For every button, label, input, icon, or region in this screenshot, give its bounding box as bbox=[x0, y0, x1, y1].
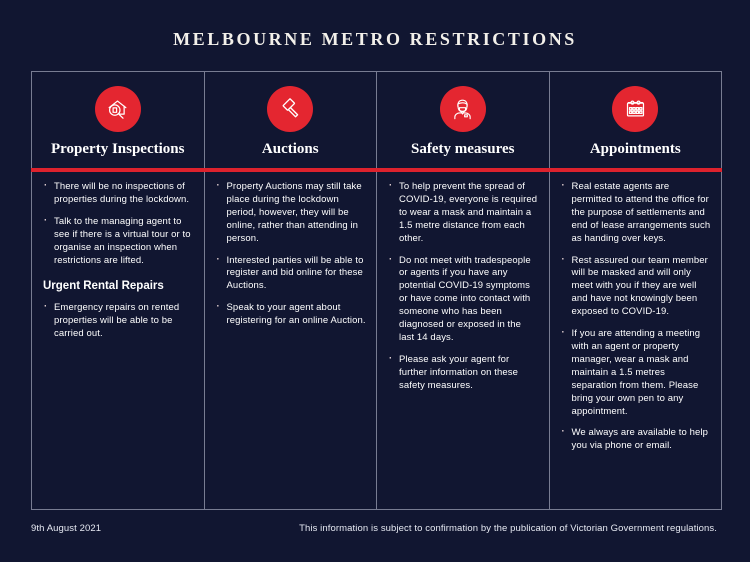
gavel-icon bbox=[267, 86, 313, 132]
house-search-icon bbox=[95, 86, 141, 132]
column-header bbox=[32, 72, 204, 169]
calendar-icon bbox=[612, 86, 658, 132]
column-title: Appointments bbox=[589, 141, 681, 157]
column-title: Auctions bbox=[261, 141, 319, 157]
restriction-column bbox=[550, 72, 722, 509]
column-header bbox=[550, 72, 722, 169]
footer-disclaimer: This information is subject to confirmation by the publication of Victorian Government regulations. bbox=[299, 523, 717, 534]
red-divider bbox=[31, 168, 722, 172]
bullet-list bbox=[43, 181, 194, 267]
footer-date: 9th August 2021 bbox=[31, 523, 102, 534]
bullet-item: · Rest assured our team member will be masked and will only meet with you if they are well and have not knowingly been exposed to COVID-19. bbox=[561, 255, 712, 320]
bullet-item: · Real estate agents are permitted to attend the office for the purpose of settlements and end of lease arrangements such as handing over keys. bbox=[561, 181, 712, 246]
bullet-item: · Talk to the managing agent to see if there is a virtual tour or to organise an inspection when restrictions are lifted. bbox=[43, 216, 194, 268]
bullet-item: · Please ask your agent for further information on these safety measures. bbox=[388, 354, 539, 393]
bullet-item: · Property Auctions may still take place during the lockdown period, however, they will be online, rather than attending in person. bbox=[216, 181, 367, 246]
subheading: Urgent Rental Repairs bbox=[43, 280, 164, 293]
bullet-item: · Speak to your agent about registering for an online Auction. bbox=[216, 302, 367, 328]
bullet-item: · Do not meet with tradespeople or agents if you have any potential COVID-19 symptoms or have come into contact with someone who has been diagnosed or exposed in the last 14 days. bbox=[388, 255, 539, 345]
bullet-item: · We always are available to help you via phone or email. bbox=[561, 427, 712, 453]
bullet-item: · To help prevent the spread of COVID-19, everyone is required to wear a mask and maintain a 1.5 metre distance from each other. bbox=[388, 181, 539, 246]
column-header bbox=[377, 72, 549, 169]
column-body bbox=[205, 169, 377, 345]
column-header bbox=[205, 72, 377, 169]
page-title: MELBOURNE METRO RESTRICTIONS bbox=[173, 29, 577, 49]
column-body bbox=[32, 169, 204, 358]
column-body bbox=[550, 169, 722, 470]
bullet-item: · Interested parties will be able to register and bid online for these Auctions. bbox=[216, 255, 367, 294]
bullet-list bbox=[561, 181, 712, 453]
footer bbox=[31, 523, 717, 534]
bullet-list bbox=[216, 181, 367, 328]
bullet-item: · There will be no inspections of properties during the lockdown. bbox=[43, 181, 194, 207]
bullet-item: · If you are attending a meeting with an agent or property manager, wear a mask and maintain a 1.5 metres separation from them. Please bring your own pen to any appointment. bbox=[561, 328, 712, 418]
masked-person-icon bbox=[440, 86, 486, 132]
restriction-column bbox=[377, 72, 550, 509]
restrictions-table bbox=[31, 71, 722, 510]
column-body bbox=[377, 169, 549, 410]
restriction-column bbox=[32, 72, 205, 509]
column-title: Safety measures bbox=[411, 141, 515, 157]
bullet-list bbox=[388, 181, 539, 393]
column-title: Property Inspections bbox=[51, 141, 185, 157]
restriction-column bbox=[205, 72, 378, 509]
bullet-item: · Emergency repairs on rented properties will be able to be carried out. bbox=[43, 302, 194, 341]
bullet-list bbox=[43, 302, 194, 341]
